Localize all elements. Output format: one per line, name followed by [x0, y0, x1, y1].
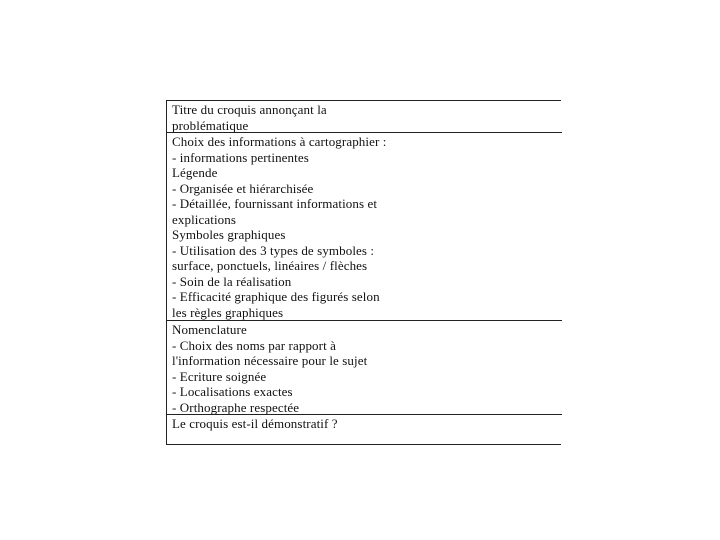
table-row-text: Nomenclature [172, 322, 247, 337]
evaluation-table [166, 100, 561, 445]
table-row-text: Le croquis est-il démonstratif ? [172, 416, 338, 431]
table-row-text: - Orthographe respectée [172, 399, 300, 415]
table-row-text: - informations pertinentes [172, 149, 309, 165]
table-row-text: Légende [172, 165, 218, 180]
table-row-text: problématique [172, 117, 249, 133]
table-row-text: - Efficacité graphique des figurés selon [172, 289, 380, 304]
table-row-nomenclature [167, 320, 562, 414]
table-row-text: - Utilisation des 3 types de symboles : [172, 242, 375, 258]
table-row-text: - Soin de la réalisation [172, 273, 292, 289]
table-row-text: Symboles graphiques [172, 227, 286, 242]
table-row-text: explications [172, 211, 237, 227]
table-row-informations [167, 132, 562, 320]
table-row-text: - Organisée et hiérarchisée [172, 180, 314, 196]
table-row-text: Titre du croquis annonçant la [172, 102, 327, 117]
table-row-text: les règles graphiques [172, 304, 284, 320]
table-row-text: l'information nécessaire pour le sujet [172, 353, 368, 368]
table-row-title [167, 101, 562, 133]
table-row-conclusion [167, 414, 562, 445]
table-row-text: - Choix des noms par rapport à [172, 337, 337, 353]
table-row-text: Choix des informations à cartographier : [172, 134, 387, 149]
table-row-text: - Détaillée, fournissant informations et [172, 196, 378, 211]
table-row-text: surface, ponctuels, linéaires / flèches [172, 258, 368, 273]
table-row-text: - Ecriture soignée [172, 368, 267, 384]
table-row-text: - Localisations exactes [172, 384, 293, 399]
